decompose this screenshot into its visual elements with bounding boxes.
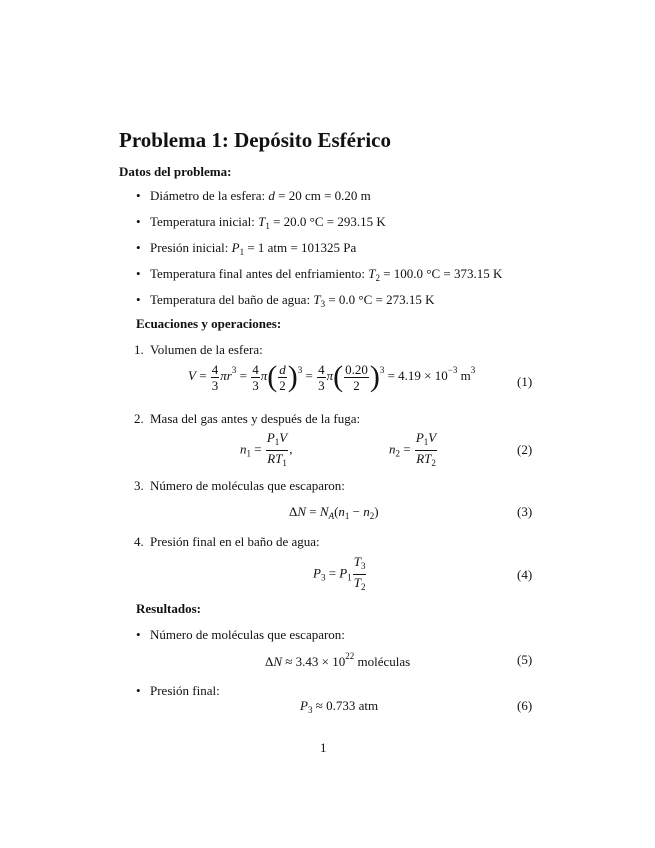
data-item-temp-final <box>150 266 502 286</box>
bullet: • <box>136 214 141 229</box>
page-title: Problema 1: Depósito Esférico <box>119 128 391 152</box>
volume-result: = 4.19 × 10 <box>387 367 448 383</box>
step-label: Volumen de la esfera: <box>150 342 263 357</box>
equation-n1: $n_1$ = $\frac{P_1V}{RT_1}$ , <box>240 430 293 468</box>
bullet: • <box>136 188 141 203</box>
result-exponent: 22 <box>345 651 355 661</box>
equation-number: (4) <box>517 567 533 582</box>
equation-volume: V = $\frac{4}{3}$ $\pi r^3$ = $\frac{4}{3}$ π( $\frac{d}{2}$ )$^3$ = $\frac{4}{3}$ π( $\frac{0.20}{2}$ )$^3 = 4.19 \times 10^{-3}$ $m^3$ <box>188 360 476 393</box>
equation-number: (3) <box>517 504 533 519</box>
data-item-math: $T_2 = 100.0$ °C = 373.15 K <box>368 266 503 283</box>
step-number: 1. <box>134 342 144 357</box>
bullet: • <box>136 240 141 255</box>
step-number: 2. <box>134 411 144 426</box>
result-delta-n <box>265 651 410 670</box>
step-label: Presión final en el baño de agua: <box>150 534 320 549</box>
data-item-label: Temperatura inicial: <box>150 214 255 229</box>
d-value: 0.20 <box>345 361 368 377</box>
equation-p3: $P_3 = P_1$ $\frac{T_3}{T_2}$ <box>313 554 366 592</box>
page-number: 1 <box>320 740 327 755</box>
result-p3: $P_3 \approx 0.733$ atm <box>300 698 379 715</box>
equation-delta-n: $\Delta N = N_A(n_1 - n_2)$ <box>289 504 379 521</box>
equation-number: (6) <box>517 698 533 713</box>
volume-exponent: −3 <box>447 364 458 375</box>
step-label: Masa del gas antes y después de la fuga: <box>150 411 361 426</box>
bullet: • <box>136 292 141 307</box>
result-unit: moléculas <box>357 654 411 669</box>
bullet: • <box>136 683 141 698</box>
data-item-temp-initial <box>150 214 386 234</box>
section-heading-ecuaciones: Ecuaciones y operaciones: <box>136 316 282 331</box>
step-number: 4. <box>134 534 144 549</box>
data-item-temp-bath <box>150 292 434 312</box>
result-label: Número de moléculas que escaparon: <box>150 627 345 642</box>
equation-n2: $n_2$ = $\frac{P_1V}{RT_2}$ <box>389 430 437 468</box>
data-item-diameter <box>150 188 371 204</box>
data-item-pressure-initial <box>150 240 356 260</box>
equation-number: (5) <box>517 652 533 667</box>
data-item-label: Diámetro de la esfera: <box>150 188 266 203</box>
data-item-math: $P_1 = 1$ atm = 101325 Pa <box>231 240 357 257</box>
data-item-math: $T_3 = 0.0$ °C = 273.15 K <box>313 292 435 309</box>
bullet: • <box>136 266 141 281</box>
data-item-label: Temperatura final antes del enfriamiento: <box>150 266 365 281</box>
equation-number: (2) <box>517 442 533 457</box>
step-number: 3. <box>134 478 144 493</box>
unit-exponent: 3 <box>470 364 476 375</box>
data-item-math: d = 20 cm = 0.20 m <box>268 188 371 203</box>
data-item-label: Temperatura del baño de agua: <box>150 292 311 307</box>
section-heading-resultados: Resultados: <box>136 601 202 616</box>
volume-unit: m <box>460 367 471 383</box>
step-label: Número de moléculas que escaparon: <box>150 478 345 493</box>
data-item-math: $T_1 = 20.0$ °C = 293.15 K <box>258 214 386 231</box>
data-item-label: Presión inicial: <box>150 240 229 255</box>
bullet: • <box>136 627 141 642</box>
result-value: ΔN ≈ 3.43 × 10 <box>265 654 346 669</box>
equation-number: (1) <box>517 374 533 389</box>
result-label: Presión final: <box>150 683 220 698</box>
section-heading-datos: Datos del problema: <box>119 164 232 179</box>
